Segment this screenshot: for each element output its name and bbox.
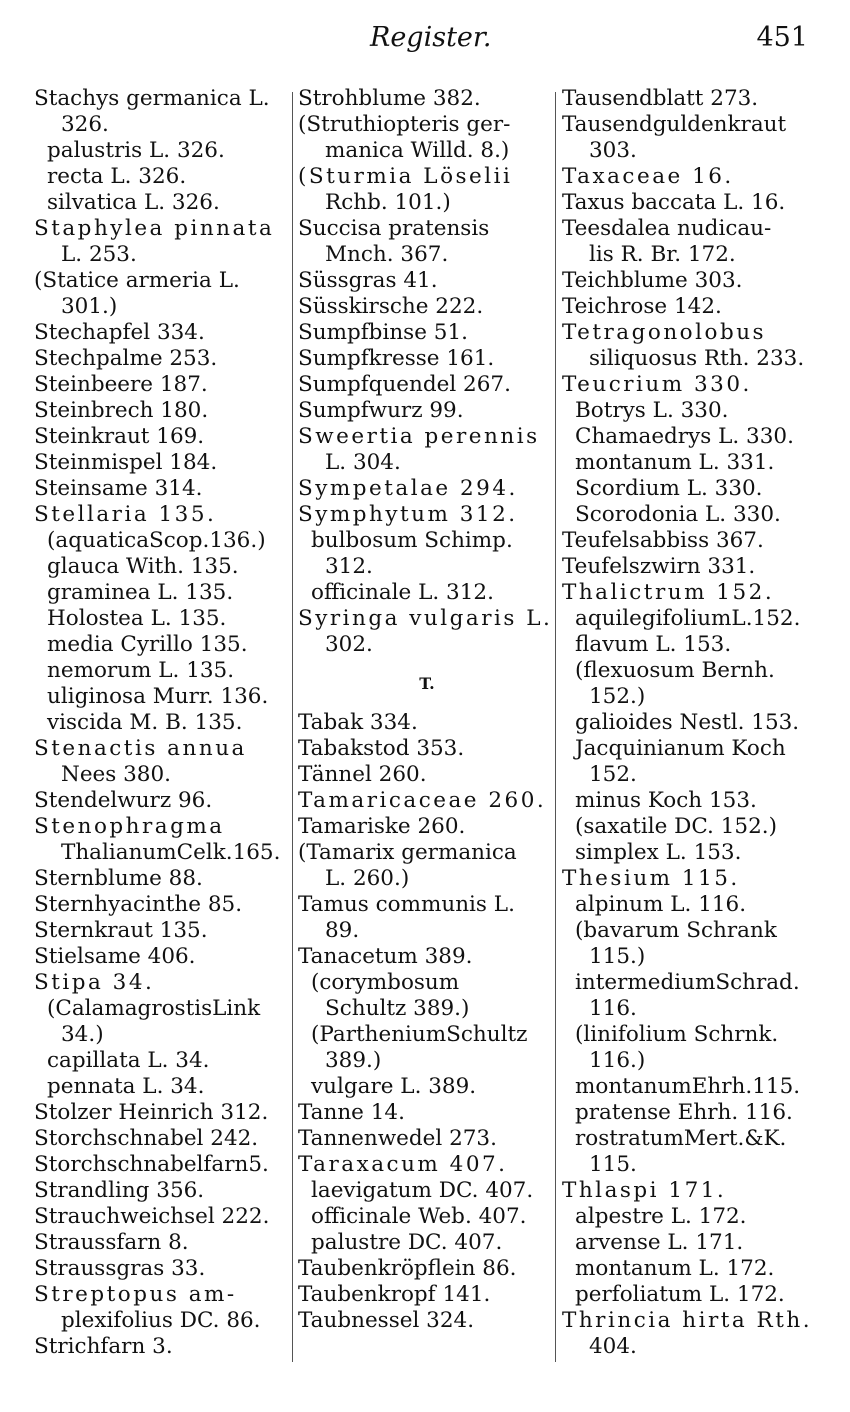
index-entry: vulgare L. 389. — [311, 1074, 477, 1099]
index-entry: alpestre L. 172. — [575, 1204, 747, 1229]
section-heading: T. — [419, 674, 435, 693]
index-entry: Taxus baccata L. 16. — [562, 190, 786, 215]
index-entry: uliginosa Murr. 136. — [47, 684, 269, 709]
index-entry: Steinbrech 180. — [34, 398, 209, 423]
index-entry: Stellaria 135. — [34, 502, 217, 527]
index-entry: (Sturmia Löselii — [298, 164, 513, 189]
index-entry: Tabakstod 353. — [298, 736, 465, 761]
index-entry: Tännel 260. — [298, 762, 427, 787]
index-entry: Tanacetum 389. — [298, 944, 473, 969]
index-entry: 115. — [589, 1152, 637, 1177]
index-entry: Staphylea pinnata — [34, 216, 275, 241]
index-entry: Teufelszwirn 331. — [562, 554, 756, 579]
index-entry: L. 304. — [325, 450, 401, 475]
index-entry: galioides Nestl. 153. — [575, 710, 800, 735]
index-entry: Taubnessel 324. — [298, 1308, 475, 1333]
index-entry: Tausendguldenkraut — [562, 112, 787, 137]
index-entry: laevigatum DC. 407. — [311, 1178, 534, 1203]
index-entry: Streptopus am- — [34, 1282, 237, 1307]
index-entry: 116.) — [589, 1048, 646, 1073]
index-entry: Botrys L. 330. — [575, 398, 729, 423]
index-entry: Sympetalae 294. — [298, 476, 518, 501]
index-entry: montanumEhrh.115. — [575, 1074, 801, 1099]
index-entry: Straussfarn 8. — [34, 1230, 189, 1255]
index-entry: Tamariske 260. — [298, 814, 466, 839]
index-entry: Taxaceae 16. — [562, 164, 734, 189]
index-entry: L. 260.) — [325, 866, 410, 891]
index-entry: flavum L. 153. — [575, 632, 732, 657]
index-entry: Teufelsabbiss 367. — [562, 528, 764, 553]
index-entry: Tabak 334. — [298, 710, 418, 735]
index-entry: Stipa 34. — [34, 970, 155, 995]
index-entry: officinale Web. 407. — [311, 1204, 527, 1229]
index-entry: Rchb. 101.) — [325, 190, 451, 215]
index-entry: Tamus communis L. — [298, 892, 515, 917]
index-entry: Taubenkröpflein 86. — [298, 1256, 517, 1281]
index-entry: pratense Ehrh. 116. — [575, 1100, 793, 1125]
index-entry: arvense L. 171. — [575, 1230, 744, 1255]
index-entry: 389.) — [325, 1048, 382, 1073]
index-entry: Scordium L. 330. — [575, 476, 763, 501]
index-entry: Scorodonia L. 330. — [575, 502, 781, 527]
index-entry: bulbosum Schimp. — [311, 528, 513, 553]
index-entry: Steinbeere 187. — [34, 372, 208, 397]
index-entry: 89. — [325, 918, 360, 943]
index-entry: (corymbosum — [311, 970, 460, 995]
index-entry: rostratumMert.&K. — [575, 1126, 787, 1151]
page-title: Register. — [370, 22, 492, 53]
index-entry: Stolzer Heinrich 312. — [34, 1100, 269, 1125]
index-entry: Sumpfquendel 267. — [298, 372, 511, 397]
index-entry: (CalamagrostisLink — [47, 996, 261, 1021]
index-entry: montanum L. 172. — [575, 1256, 775, 1281]
index-entry: (Struthiopteris ger- — [298, 112, 511, 137]
index-entry: (flexuosum Bernh. — [575, 658, 775, 683]
index-entry: Sternhyacinthe 85. — [34, 892, 243, 917]
index-entry: Steinmispel 184. — [34, 450, 218, 475]
index-entry: Strohblume 382. — [298, 86, 481, 111]
index-entry: 301.) — [61, 294, 118, 319]
index-entry: simplex L. 153. — [575, 840, 742, 865]
index-entry: Süssgras 41. — [298, 268, 438, 293]
index-entry: Chamaedrys L. 330. — [575, 424, 794, 449]
index-entry: palustre DC. 407. — [311, 1230, 503, 1255]
index-entry: Stenactis annua — [34, 736, 247, 761]
index-column-2 — [298, 86, 556, 1334]
index-entry: ThalianumCelk.165. — [61, 840, 281, 865]
index-entry: 303. — [589, 138, 637, 163]
index-entry: Teesdalea nudicau- — [562, 216, 772, 241]
index-entry: Thrincia hirta Rth. — [562, 1308, 813, 1333]
index-entry: Süsskirsche 222. — [298, 294, 484, 319]
index-entry: minus Koch 153. — [575, 788, 757, 813]
index-entry: capillata L. 34. — [47, 1048, 210, 1073]
index-entry: (Statice armeria L. — [34, 268, 240, 293]
page-header — [0, 18, 850, 58]
index-column-1 — [34, 86, 292, 1360]
page-number: 451 — [756, 22, 808, 53]
index-entry: Sternkraut 135. — [34, 918, 208, 943]
index-entry: Sumpfkresse 161. — [298, 346, 495, 371]
index-entry: 152.) — [589, 684, 646, 709]
index-entry: Stachys germanica L. — [34, 86, 270, 111]
index-entry: 302. — [325, 632, 373, 657]
index-entry: Steinsame 314. — [34, 476, 203, 501]
column-divider — [292, 92, 293, 1362]
index-entry: 152. — [589, 762, 637, 787]
index-entry: Tanne 14. — [298, 1100, 405, 1125]
index-entry: Taraxacum 407. — [298, 1152, 508, 1177]
index-entry: Teucrium 330. — [562, 372, 752, 397]
index-entry: nemorum L. 135. — [47, 658, 235, 683]
index-entry: Stechapfel 334. — [34, 320, 205, 345]
index-entry: 404. — [589, 1334, 637, 1359]
index-entry: viscida M. B. 135. — [47, 710, 243, 735]
index-entry: media Cyrillo 135. — [47, 632, 248, 657]
index-entry: L. 253. — [61, 242, 137, 267]
index-entry: Succisa pratensis — [298, 216, 490, 241]
index-entry: (PartheniumSchultz — [311, 1022, 528, 1047]
index-entry: Strichfarn 3. — [34, 1334, 173, 1359]
index-entry: Stenophragma — [34, 814, 225, 839]
index-entry: Thesium 115. — [562, 866, 740, 891]
index-entry: Mnch. 367. — [325, 242, 449, 267]
index-entry: Storchschnabelfarn5. — [34, 1152, 269, 1177]
index-entry: (saxatile DC. 152.) — [575, 814, 777, 839]
index-entry: Nees 380. — [61, 762, 171, 787]
index-entry: Teichrose 142. — [562, 294, 722, 319]
index-entry: silvatica L. 326. — [47, 190, 220, 215]
index-entry: aquilegifoliumL.152. — [575, 606, 801, 631]
index-entry: perfoliatum L. 172. — [575, 1282, 785, 1307]
index-entry: Jacquinianum Koch — [575, 736, 786, 761]
index-entry: Stendelwurz 96. — [34, 788, 213, 813]
index-entry: Tamaricaceae 260. — [298, 788, 547, 813]
index-entry: (Tamarix germanica — [298, 840, 517, 865]
index-entry: Tannenwedel 273. — [298, 1126, 497, 1151]
index-entry: Holostea L. 135. — [47, 606, 227, 631]
index-entry: Strauchweichsel 222. — [34, 1204, 270, 1229]
index-entry: 326. — [61, 112, 109, 137]
index-entry: Sumpfwurz 99. — [298, 398, 464, 423]
index-entry: Tetragonolobus — [562, 320, 767, 345]
index-entry: 115.) — [589, 944, 646, 969]
index-entry: Storchschnabel 242. — [34, 1126, 259, 1151]
index-entry: pennata L. 34. — [47, 1074, 205, 1099]
index-entry: Thalictrum 152. — [562, 580, 775, 605]
index-entry: Symphytum 312. — [298, 502, 518, 527]
index-entry: lis R. Br. 172. — [589, 242, 736, 267]
index-entry: Strandling 356. — [34, 1178, 205, 1203]
index-entry: Teichblume 303. — [562, 268, 743, 293]
index-entry: Stechpalme 253. — [34, 346, 218, 371]
index-entry: (linifolium Schrnk. — [575, 1022, 779, 1047]
index-entry: 312. — [325, 554, 373, 579]
index-entry: Sweertia perennis — [298, 424, 540, 449]
index-entry: Straussgras 33. — [34, 1256, 206, 1281]
index-entry: palustris L. 326. — [47, 138, 225, 163]
index-entry: montanum L. 331. — [575, 450, 775, 475]
index-entry: (bavarum Schrank — [575, 918, 777, 943]
index-entry: Stielsame 406. — [34, 944, 196, 969]
index-entry: Thlaspi 171. — [562, 1178, 727, 1203]
index-entry: (aquaticaScop.136.) — [47, 528, 266, 553]
index-entry: officinale L. 312. — [311, 580, 494, 605]
index-entry: Syringa vulgaris L. — [298, 606, 553, 631]
index-entry: Sumpfbinse 51. — [298, 320, 468, 345]
index-entry: plexifolius DC. 86. — [61, 1308, 261, 1333]
index-entry: recta L. 326. — [47, 164, 187, 189]
index-entry: intermediumSchrad. — [575, 970, 800, 995]
index-entry: glauca With. 135. — [47, 554, 239, 579]
index-entry: Taubenkropf 141. — [298, 1282, 491, 1307]
index-entry: Sternblume 88. — [34, 866, 203, 891]
index-entry: alpinum L. 116. — [575, 892, 747, 917]
index-entry: Schultz 389.) — [325, 996, 470, 1021]
index-entry: Steinkraut 169. — [34, 424, 205, 449]
index-column-3 — [562, 86, 822, 1360]
index-entry: 34.) — [61, 1022, 104, 1047]
index-entry: graminea L. 135. — [47, 580, 234, 605]
index-entry: Tausendblatt 273. — [562, 86, 759, 111]
index-entry: siliquosus Rth. 233. — [589, 346, 805, 371]
index-entry: 116. — [589, 996, 637, 1021]
index-entry: manica Willd. 8.) — [325, 138, 510, 163]
